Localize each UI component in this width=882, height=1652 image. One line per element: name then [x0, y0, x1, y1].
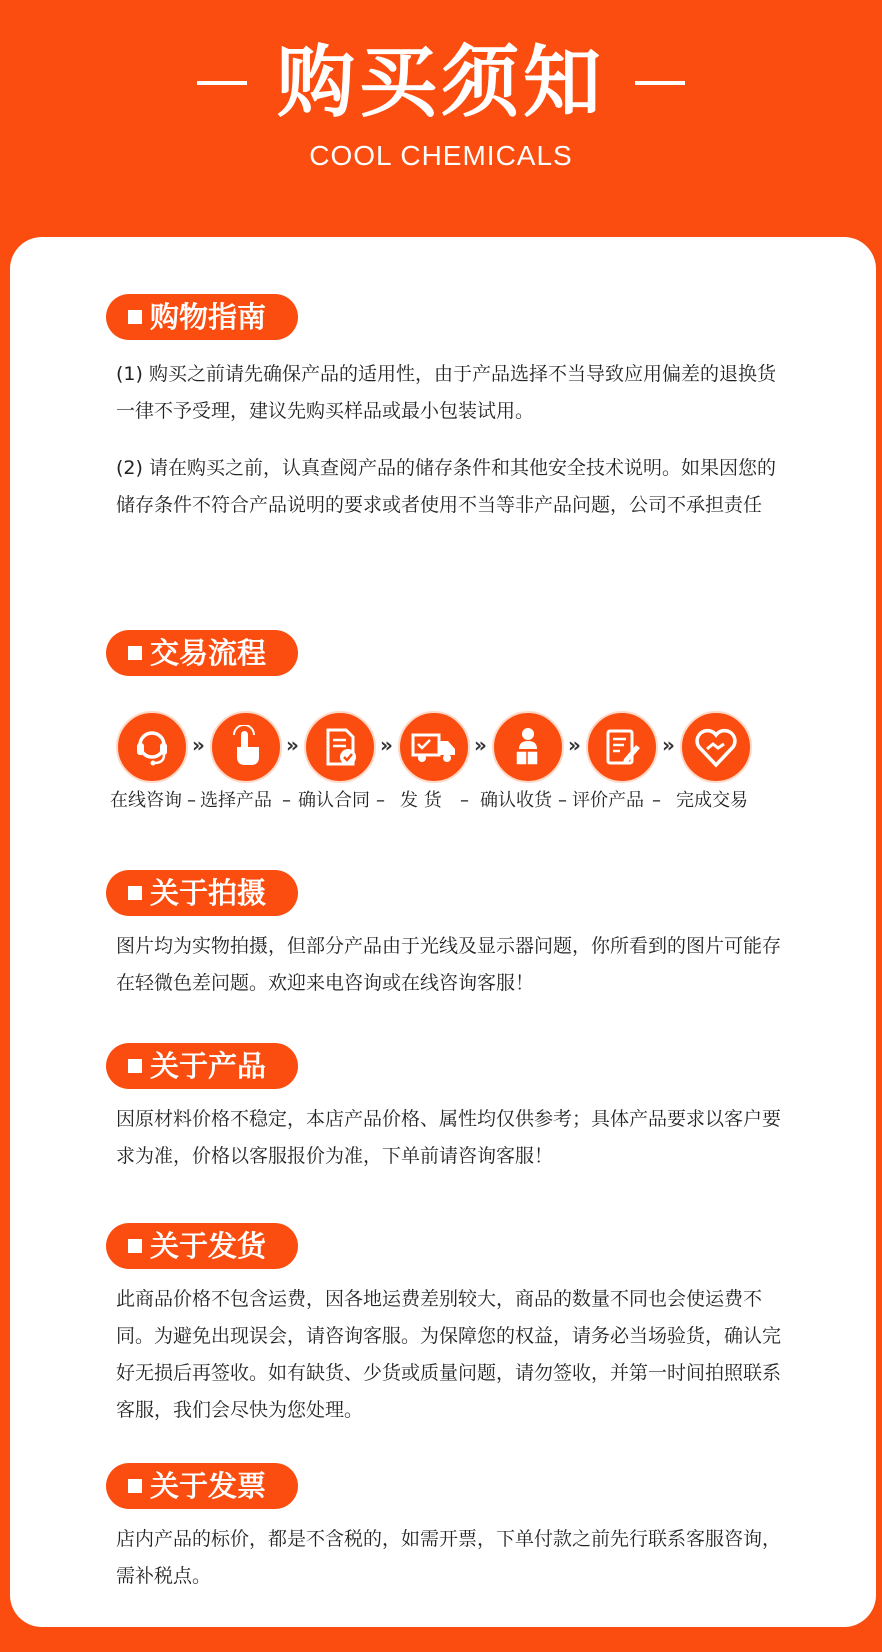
chevron-right-icon: »	[662, 733, 675, 757]
flow-step-label: 完成交易	[676, 790, 748, 811]
flow-step-label: 评价产品	[572, 790, 644, 811]
chevron-right-icon: »	[474, 733, 487, 757]
title-row	[0, 38, 882, 128]
heading-label: 关于发货	[150, 1229, 267, 1263]
heading-label: 购物指南	[150, 300, 267, 334]
square-bullet-icon	[128, 1479, 142, 1493]
chevron-right-icon: »	[380, 733, 393, 757]
about-shipping-paragraph: 此商品价格不包含运费，因各地运费差别较大，商品的数量不同也会使运费不同。为避免出现误会，请咨询客服。为保障您的权益，请务必当场验货，确认完好无损后再签收。如有缺货、少货或质量问题，请勿签收，并第一时间拍照联系客服，我们会尽快为您处理。	[116, 1288, 782, 1421]
shopping-guide-paragraph-2: (2) 请在购买之前，认真查阅产品的储存条件和其他安全技术说明。如果因您的储存条件不符合产品说明的要求或者使用不当等非产品问题，公司不承担责任	[116, 457, 776, 516]
section-heading-trade-flow	[106, 630, 298, 676]
square-bullet-icon	[128, 646, 142, 660]
section-heading-about-invoice	[106, 1463, 298, 1509]
flow-separator: –	[282, 790, 291, 811]
square-bullet-icon	[128, 886, 142, 900]
section-heading-shopping-guide	[106, 294, 298, 340]
about-photos-paragraph: 图片均为实物拍摄，但部分产品由于光线及显示器问题，你所看到的图片可能存在轻微色差问题。欢迎来电咨询或在线咨询客服！	[116, 935, 782, 994]
heading-label: 关于产品	[150, 1049, 267, 1083]
about-products-paragraph: 因原材料价格不稳定，本店产品价格、属性均仅供参考；具体产品要求以客户要求为准，价格以客服报价为准，下单前请咨询客服！	[116, 1108, 782, 1167]
heading-label: 关于拍摄	[150, 876, 267, 910]
headset-icon	[116, 711, 188, 783]
review-edit-icon	[586, 711, 658, 783]
hand-pointer-icon	[210, 711, 282, 783]
flow-step-label: 在线咨询	[110, 790, 182, 811]
about-invoice-paragraph: 店内产品的标价，都是不含税的，如需开票，下单付款之前先行联系客服咨询，需补税点。	[116, 1528, 782, 1587]
flow-separator: –	[460, 790, 469, 811]
title-dash-left	[197, 81, 247, 85]
trade-flow-steps	[110, 707, 790, 827]
flow-separator: –	[558, 790, 567, 811]
section-heading-about-shipping	[106, 1223, 298, 1269]
page-subtitle: COOL CHEMICALS	[309, 140, 573, 171]
chevron-right-icon: »	[568, 733, 581, 757]
chevron-right-icon: »	[286, 733, 299, 757]
page-title: 购买须知	[276, 38, 605, 128]
flow-step-label: 发 货	[400, 790, 442, 811]
heading-label: 交易流程	[150, 636, 267, 670]
square-bullet-icon	[128, 1059, 142, 1073]
section-heading-about-photos	[106, 870, 298, 916]
title-dash-right	[635, 81, 685, 85]
receive-package-icon	[492, 711, 564, 783]
flow-separator: –	[652, 790, 661, 811]
flow-separator: –	[187, 790, 196, 811]
flow-step-label: 选择产品	[200, 790, 272, 811]
chevron-right-icon: »	[192, 733, 205, 757]
contract-check-icon	[304, 711, 376, 783]
section-heading-about-products	[106, 1043, 298, 1089]
delivery-truck-icon	[398, 711, 470, 783]
heading-label: 关于发票	[150, 1469, 267, 1503]
flow-step-label: 确认收货	[480, 790, 552, 811]
flow-separator: –	[376, 790, 385, 811]
square-bullet-icon	[128, 310, 142, 324]
handshake-heart-icon	[680, 711, 752, 783]
header	[0, 0, 882, 240]
square-bullet-icon	[128, 1239, 142, 1253]
shopping-guide-paragraph-1: (1) 购买之前请先确保产品的适用性，由于产品选择不当导致应用偏差的退换货一律不予受理，建议先购买样品或最小包装试用。	[116, 363, 776, 422]
flow-step-label: 确认合同	[298, 790, 370, 811]
